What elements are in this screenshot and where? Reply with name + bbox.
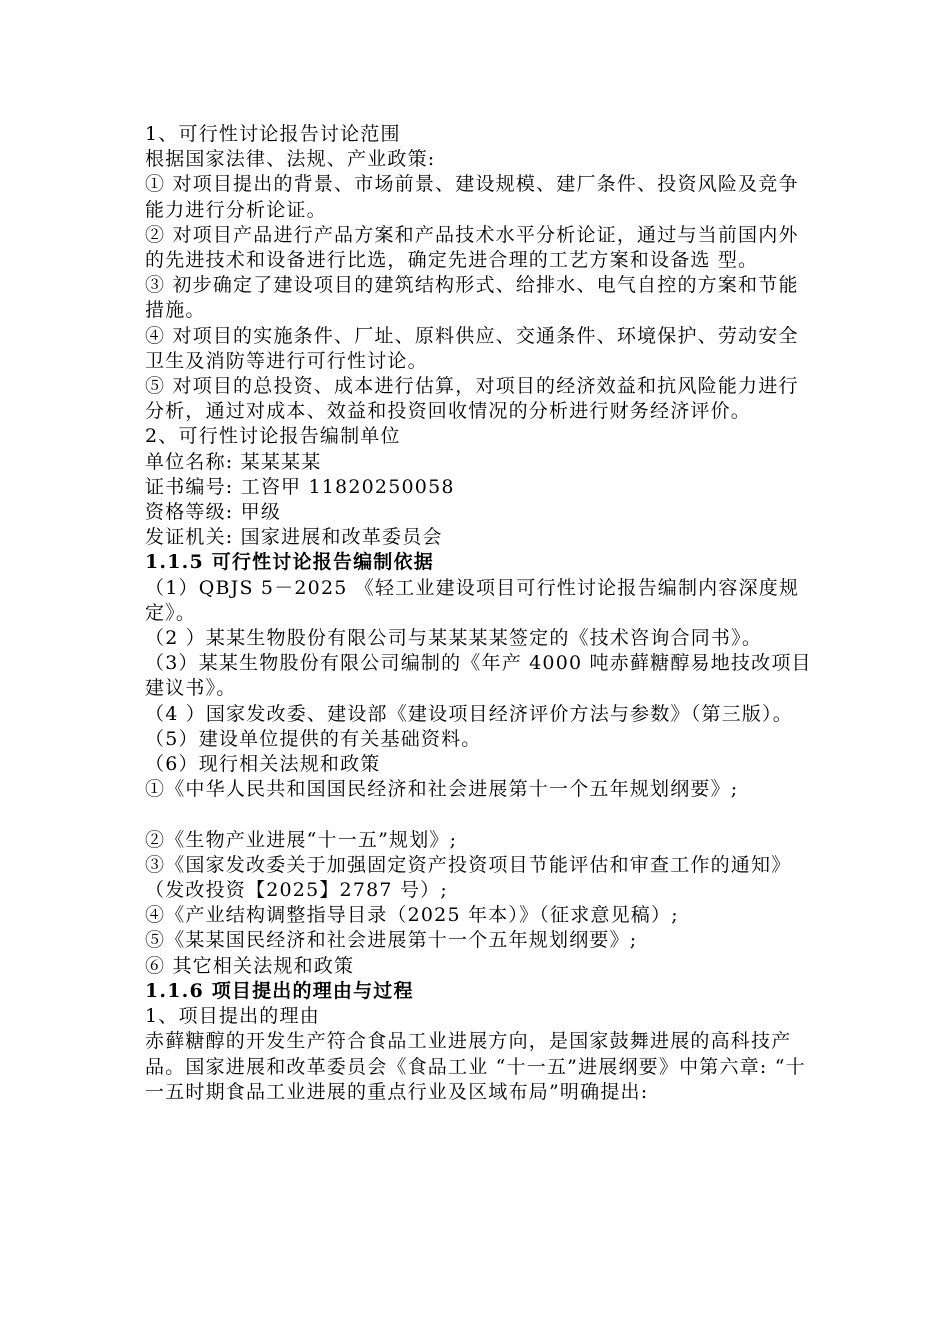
scope-item-2: ② 对项目产品进行产品方案和产品技术水平分析论证，通过与当前国内外的先进技术和设备进行比选，确定先进合理的工艺方案和设备选 型。	[145, 223, 799, 272]
scope-item-5: ⑤ 对项目的总投资、成本进行估算，对项目的经济效益和抗风险能力进行分析，通过对成本、效益和投资回收情况的分析进行财务经济评价。	[145, 375, 799, 423]
regulation-item-4: ④《产业结构调整指导目录（2025 年本）》（征求意见稿）;	[145, 904, 679, 927]
basis-item-6: （6）现行相关法规和政策	[145, 753, 381, 776]
scope-item-1: ① 对项目提出的背景、市场前景、建设规模、建厂条件、投资风险及竞争能力进行分析论证。	[145, 173, 799, 221]
regulation-item-5: ⑤《某某国民经济和社会进展第十一个五年规划纲要》;	[145, 929, 638, 952]
unit-name: 单位名称: 某某某某	[145, 450, 322, 473]
regulation-item-2: ②《生物产业进展“十一五”规划》;	[145, 828, 458, 851]
basis-item-5: （5）建设单位提供的有关基础资料。	[145, 727, 482, 750]
basis-item-3: （3）某某生物股份有限公司编制的《年产 4000 吨赤藓糖醇易地技改项目建议书》。	[145, 652, 812, 700]
blank-line	[145, 802, 815, 827]
basis-item-2: （2 ）某某生物股份有限公司与某某某某签定的《技术咨询合同书》。	[145, 627, 763, 650]
basis-item-1: （1）QBJS 5－2025 《轻工业建设项目可行性讨论报告编制内容深度规定》。	[145, 576, 800, 624]
section-heading-compiling-unit: 2、可行性讨论报告编制单位	[145, 425, 401, 448]
basis-item-4: （4 ）国家发改委、建设部《建设项目经济评价方法与参数》（第三版）。	[145, 702, 793, 725]
section-intro: 根据国家法律、法规、产业政策:	[145, 148, 436, 171]
body-paragraph: 赤藓糖醇的开发生产符合食品工业进展方向，是国家鼓舞进展的高科技产品。国家进展和改革委员会《食品工业 “十一五”进展纲要》中第六章: “十一五时期食品工业进展的重点行业及区域布局”明确提出:	[145, 1030, 806, 1103]
issuing-authority: 发证机关: 国家进展和改革委员会	[145, 526, 443, 549]
regulation-item-6: ⑥ 其它相关法规和政策	[145, 954, 355, 977]
qualification-grade: 资格等级: 甲级	[145, 501, 282, 524]
document-page	[145, 122, 815, 1105]
section-heading-1-1-5: 1.1.5 可行性讨论报告编制依据	[145, 551, 434, 574]
section-heading-1-1-6: 1.1.6 项目提出的理由与过程	[145, 979, 414, 1002]
sub-heading-reasons: 1、项目提出的理由	[145, 1005, 320, 1028]
section-heading-research-scope: 1、可行性讨论报告讨论范围	[145, 123, 401, 145]
certificate-number: 证书编号: 工咨甲 11820250058	[145, 475, 455, 498]
scope-item-4: ④ 对项目的实施条件、厂址、原料供应、交通条件、环境保护、劳动安全卫生及消防等进行可行性讨论。	[145, 324, 799, 372]
regulation-item-3: ③《国家发改委关于加强固定资产投资项目节能评估和审查工作的通知》（发改投资【2025】2787 号）;	[145, 853, 792, 902]
regulation-item-1: ①《中华人民共和国国民经济和社会进展第十一个五年规划纲要》;	[145, 778, 739, 801]
scope-item-3: ③ 初步确定了建设项目的建筑结构形式、给排水、电气自控的方案和节能措施。	[145, 274, 799, 322]
